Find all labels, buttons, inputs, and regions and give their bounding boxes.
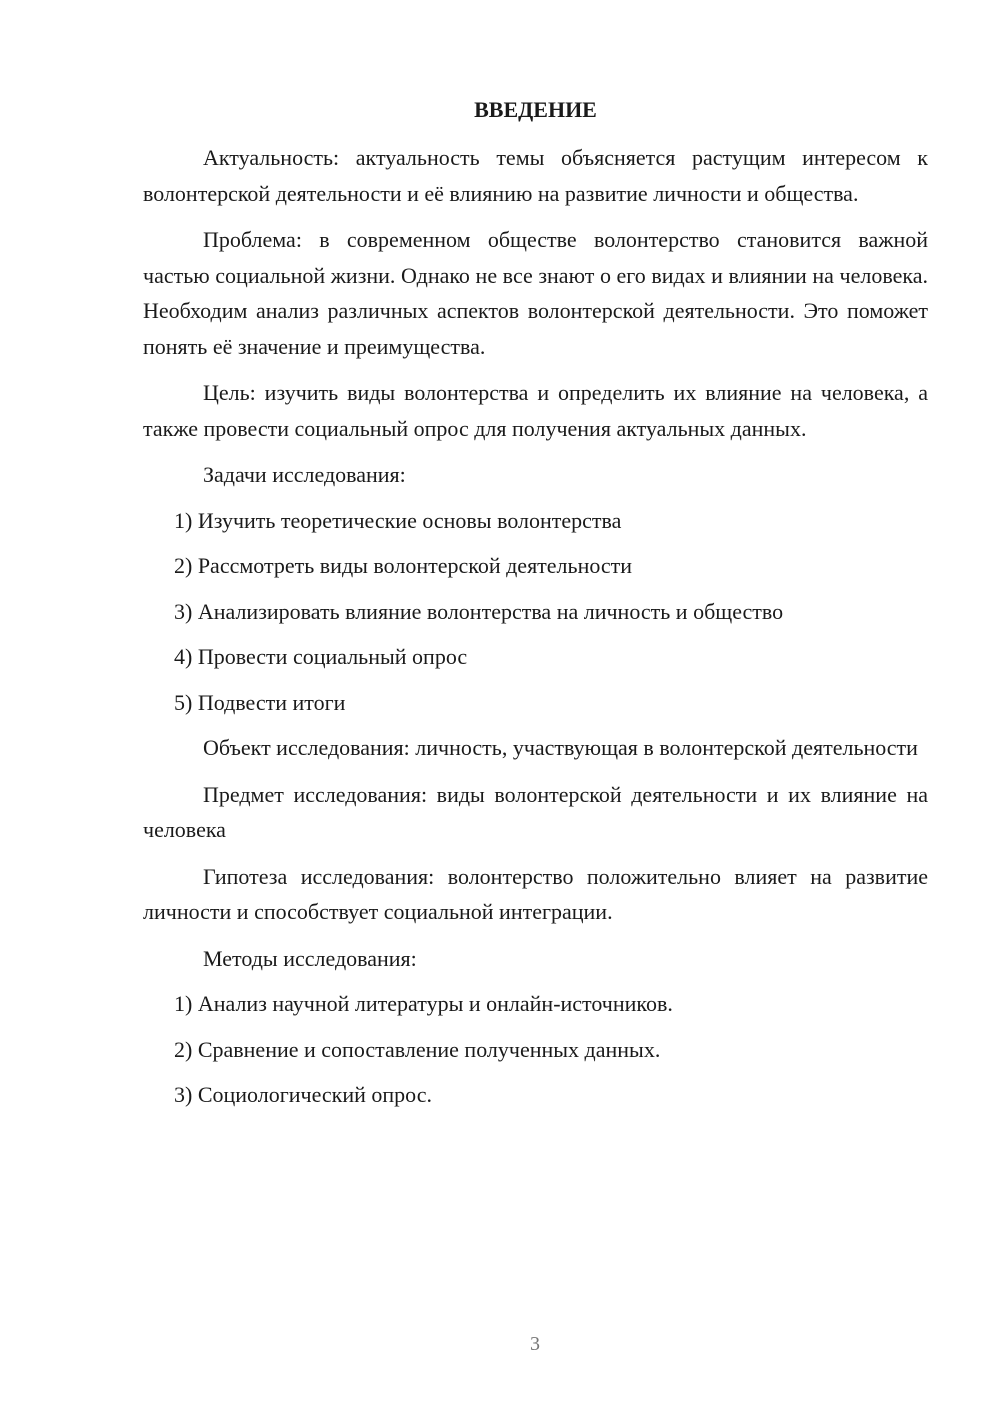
list-item: 2) Рассмотреть виды волонтерской деятельности: [174, 553, 633, 578]
page-content: [143, 95, 928, 1123]
list-item: 2) Сравнение и сопоставление полученных данных.: [174, 1036, 661, 1062]
list-item: 3) Социологический опрос.: [174, 1082, 432, 1107]
list-item: 5) Подвести итоги: [174, 689, 346, 715]
methods-heading: Методы исследования:: [203, 945, 417, 971]
list-item: 1) Изучить теоретические основы волонтерства: [174, 507, 622, 533]
goal-paragraph: Цель: изучить виды волонтерства и определить их влияние на человека, а также провести социальный опрос для получения актуальных данных.: [143, 380, 928, 441]
hypothesis-paragraph: Гипотеза исследования: волонтерство положительно влияет на развитие личности и способствует социальной интеграции.: [143, 863, 928, 924]
page-number: 3: [530, 1333, 540, 1355]
list-item: 4) Провести социальный опрос: [174, 644, 468, 669]
list-item: 3) Анализировать влияние волонтерства на личность и общество: [174, 598, 784, 624]
tasks-heading: Задачи исследования:: [203, 462, 406, 487]
problem-paragraph: Проблема: в современном обществе волонтерство становится важной частью социальной жизни. Однако не все знают о его видах и влиянии на человека. Необходим анализ различных аспектов волонтерской деятельности. Это поможет понять её значение и преимущества.: [143, 227, 928, 359]
object-paragraph: Объект исследования: личность, участвующая в волонтерской деятельности: [203, 735, 918, 760]
methods-list: [143, 986, 928, 1113]
tasks-list: [143, 503, 928, 721]
relevance-paragraph: Актуальность: актуальность темы объясняется растущим интересом к волонтерской деятельности и её влиянию на развитие личности и общества.: [143, 145, 928, 206]
page-title: ВВЕДЕНИЕ: [474, 97, 597, 122]
subject-paragraph: Предмет исследования: виды волонтерской деятельности и их влияние на человека: [143, 781, 928, 842]
list-item: 1) Анализ научной литературы и онлайн-источников.: [174, 991, 673, 1016]
